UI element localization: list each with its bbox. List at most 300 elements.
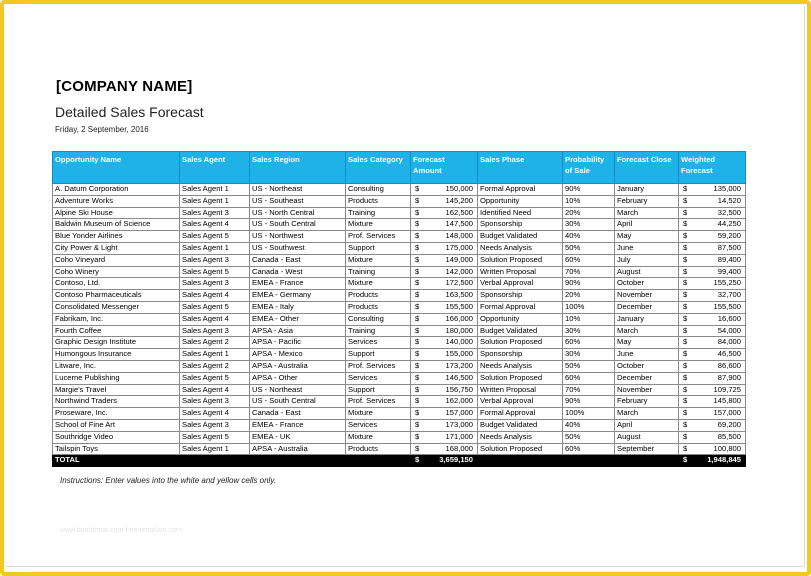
probability-cell[interactable]: 60% <box>563 443 615 455</box>
currency-symbol: $ <box>415 195 420 205</box>
opportunity-name-cell[interactable]: Coho Vineyard <box>53 254 180 266</box>
probability-cell[interactable]: 30% <box>563 349 615 361</box>
sales-region-cell[interactable]: EMEA - UK <box>250 431 346 443</box>
opportunity-name-cell[interactable]: Alpine Ski House <box>53 207 180 219</box>
opportunity-name-cell[interactable]: Proseware, Inc. <box>53 408 180 420</box>
forecast-amount-value: 145,200 <box>445 195 473 205</box>
weighted-forecast-value: 59,200 <box>717 231 741 241</box>
opportunity-name-cell[interactable]: School of Fine Art <box>53 419 180 431</box>
forecast-close-cell[interactable]: October <box>615 360 679 372</box>
table-row <box>53 408 746 420</box>
forecast-amount-cell[interactable] <box>411 290 478 302</box>
weighted-forecast-value: 69,200 <box>717 419 741 429</box>
sales-category-cell[interactable]: Prof. Services <box>346 360 411 372</box>
currency-symbol: $ <box>683 349 688 359</box>
opportunity-name-cell[interactable]: Coho Winery <box>53 266 180 278</box>
page-edge-bottom <box>6 566 804 567</box>
forecast-amount-cell[interactable] <box>411 431 478 443</box>
probability-cell[interactable]: 60% <box>563 372 615 384</box>
forecast-close-cell[interactable]: September <box>615 443 679 455</box>
forecast-amount-value: 172,500 <box>445 278 473 288</box>
forecast-amount-value: 147,500 <box>445 219 473 229</box>
forecast-amount-value: 173,200 <box>445 360 473 370</box>
weighted-forecast-value: 32,500 <box>717 207 741 217</box>
probability-cell[interactable]: 10% <box>563 195 615 207</box>
weighted-forecast-cell[interactable] <box>679 396 746 408</box>
table-row <box>53 372 746 384</box>
currency-symbol: $ <box>683 396 688 406</box>
opportunity-name-cell[interactable]: Litware, Inc. <box>53 360 180 372</box>
sales-phase-cell[interactable]: Needs Analysis <box>478 360 563 372</box>
sales-region-cell[interactable]: US - Northeast <box>250 384 346 396</box>
sales-agent-cell[interactable]: Sales Agent 2 <box>180 360 250 372</box>
sales-category-cell[interactable]: Support <box>346 242 411 254</box>
forecast-close-cell[interactable]: June <box>615 349 679 361</box>
sales-region-cell[interactable]: EMEA - Italy <box>250 301 346 313</box>
sales-category-cell[interactable]: Mixture <box>346 431 411 443</box>
forecast-close-cell[interactable]: July <box>615 254 679 266</box>
sales-region-cell[interactable]: Canada - East <box>250 408 346 420</box>
table-row <box>53 254 746 266</box>
forecast-close-cell[interactable]: May <box>615 337 679 349</box>
forecast-amount-value: 166,000 <box>445 313 473 323</box>
sales-category-cell[interactable]: Training <box>346 325 411 337</box>
forecast-close-cell[interactable]: October <box>615 278 679 290</box>
opportunity-name-cell[interactable]: Fabrikam, Inc. <box>53 313 180 325</box>
currency-symbol: $ <box>415 278 420 288</box>
probability-cell[interactable]: 40% <box>563 231 615 243</box>
weighted-forecast-cell[interactable] <box>679 290 746 302</box>
table-row <box>53 219 746 231</box>
sales-region-cell[interactable]: EMEA - Germany <box>250 290 346 302</box>
total-weighted-forecast: 1,948,845 <box>707 455 741 465</box>
probability-cell[interactable]: 10% <box>563 313 615 325</box>
sales-category-cell[interactable]: Training <box>346 207 411 219</box>
currency-symbol: $ <box>415 254 420 264</box>
weighted-forecast-cell[interactable] <box>679 207 746 219</box>
forecast-close-cell[interactable]: December <box>615 372 679 384</box>
weighted-forecast-cell[interactable] <box>679 254 746 266</box>
probability-cell[interactable]: 90% <box>563 396 615 408</box>
sales-agent-cell[interactable]: Sales Agent 4 <box>180 290 250 302</box>
forecast-amount-cell[interactable] <box>411 443 478 455</box>
opportunity-name-cell[interactable]: Margie's Travel <box>53 384 180 396</box>
forecast-amount-value: 155,000 <box>445 349 473 359</box>
weighted-forecast-value: 99,400 <box>717 266 741 276</box>
weighted-forecast-value: 109,725 <box>713 384 741 394</box>
forecast-amount-value: 142,000 <box>445 266 473 276</box>
currency-symbol: $ <box>415 349 420 359</box>
opportunity-name-cell[interactable]: City Power & Light <box>53 242 180 254</box>
sales-agent-cell[interactable]: Sales Agent 1 <box>180 349 250 361</box>
weighted-forecast-value: 14,520 <box>717 195 741 205</box>
forecast-close-cell[interactable]: May <box>615 231 679 243</box>
forecast-close-cell[interactable]: November <box>615 290 679 302</box>
probability-cell[interactable]: 30% <box>563 325 615 337</box>
sales-agent-cell[interactable]: Sales Agent 4 <box>180 384 250 396</box>
sales-phase-cell[interactable]: Written Proposal <box>478 266 563 278</box>
forecast-amount-cell[interactable] <box>411 219 478 231</box>
forecast-close-cell[interactable]: November <box>615 384 679 396</box>
sales-region-cell[interactable]: US - Northwest <box>250 231 346 243</box>
sales-phase-cell[interactable]: Verbal Approval <box>478 278 563 290</box>
sales-agent-cell[interactable]: Sales Agent 5 <box>180 431 250 443</box>
page-edge-right <box>804 6 805 566</box>
total-forecast-amount: 3,659,150 <box>439 455 473 465</box>
weighted-forecast-cell[interactable] <box>679 195 746 207</box>
forecast-amount-cell[interactable] <box>411 325 478 337</box>
sales-region-cell[interactable]: US - Southeast <box>250 195 346 207</box>
forecast-amount-cell[interactable] <box>411 278 478 290</box>
sales-region-cell[interactable]: US - South Central <box>250 396 346 408</box>
forecast-close-cell[interactable]: January <box>615 313 679 325</box>
weighted-forecast-cell[interactable] <box>679 431 746 443</box>
sales-agent-cell[interactable]: Sales Agent 3 <box>180 325 250 337</box>
opportunity-name-cell[interactable]: Contoso, Ltd. <box>53 278 180 290</box>
forecast-amount-cell[interactable] <box>411 254 478 266</box>
forecast-amount-cell[interactable] <box>411 349 478 361</box>
table-row <box>53 349 746 361</box>
weighted-forecast-value: 44,250 <box>717 219 741 229</box>
total-blank <box>478 455 563 467</box>
opportunity-name-cell[interactable]: Fourth Coffee <box>53 325 180 337</box>
opportunity-name-cell[interactable]: Tailspin Toys <box>53 443 180 455</box>
table-row <box>53 266 746 278</box>
forecast-amount-value: 155,500 <box>445 301 473 311</box>
probability-cell[interactable]: 50% <box>563 431 615 443</box>
table-row <box>53 207 746 219</box>
probability-cell[interactable]: 70% <box>563 266 615 278</box>
sales-region-cell[interactable]: APSA - Mexico <box>250 349 346 361</box>
sales-category-cell[interactable]: Training <box>346 266 411 278</box>
sales-agent-cell[interactable]: Sales Agent 3 <box>180 396 250 408</box>
table-row <box>53 278 746 290</box>
currency-symbol: $ <box>683 278 688 288</box>
probability-cell[interactable]: 30% <box>563 219 615 231</box>
sales-agent-cell[interactable]: Sales Agent 1 <box>180 242 250 254</box>
total-blank <box>615 455 679 467</box>
forecast-amount-cell[interactable] <box>411 207 478 219</box>
forecast-close-cell[interactable]: December <box>615 301 679 313</box>
sales-phase-cell[interactable]: Needs Analysis <box>478 242 563 254</box>
probability-cell[interactable]: 20% <box>563 290 615 302</box>
weighted-forecast-cell[interactable] <box>679 266 746 278</box>
forecast-close-cell[interactable]: February <box>615 396 679 408</box>
currency-symbol: $ <box>683 219 688 229</box>
sales-phase-cell[interactable]: Opportunity <box>478 195 563 207</box>
sales-phase-cell[interactable]: Budget Validated <box>478 231 563 243</box>
sales-category-cell[interactable]: Products <box>346 195 411 207</box>
col-header-sales-category: Sales Category <box>346 152 411 184</box>
sales-agent-cell[interactable]: Sales Agent 1 <box>180 184 250 196</box>
sales-category-cell[interactable]: Services <box>346 419 411 431</box>
table-row <box>53 443 746 455</box>
forecast-close-cell[interactable]: March <box>615 325 679 337</box>
sales-region-cell[interactable]: EMEA - Other <box>250 313 346 325</box>
opportunity-name-cell[interactable]: Baldwin Museum of Science <box>53 219 180 231</box>
sales-category-cell[interactable]: Consulting <box>346 313 411 325</box>
weighted-forecast-cell[interactable] <box>679 325 746 337</box>
forecast-amount-cell[interactable] <box>411 396 478 408</box>
sales-region-cell[interactable]: EMEA - France <box>250 278 346 290</box>
report-date: Friday, 2 September, 2016 <box>55 125 149 134</box>
forecast-amount-cell[interactable] <box>411 419 478 431</box>
total-label: TOTAL <box>53 455 180 467</box>
forecast-amount-cell[interactable] <box>411 301 478 313</box>
probability-cell[interactable]: 20% <box>563 207 615 219</box>
probability-cell[interactable]: 100% <box>563 301 615 313</box>
forecast-close-cell[interactable]: April <box>615 419 679 431</box>
weighted-forecast-value: 87,900 <box>717 372 741 382</box>
weighted-forecast-value: 32,700 <box>717 290 741 300</box>
forecast-close-cell[interactable]: March <box>615 207 679 219</box>
table-row <box>53 242 746 254</box>
weighted-forecast-cell[interactable] <box>679 278 746 290</box>
table-row <box>53 396 746 408</box>
currency-symbol: $ <box>415 408 420 418</box>
sales-phase-cell[interactable]: Identified Need <box>478 207 563 219</box>
opportunity-name-cell[interactable]: Lucerne Publishing <box>53 372 180 384</box>
probability-cell[interactable]: 90% <box>563 278 615 290</box>
probability-cell[interactable]: 70% <box>563 384 615 396</box>
forecast-amount-value: 175,000 <box>445 242 473 252</box>
total-blank <box>563 455 615 467</box>
probability-cell[interactable]: 100% <box>563 408 615 420</box>
currency-symbol: $ <box>415 372 420 382</box>
probability-cell[interactable]: 60% <box>563 254 615 266</box>
sales-region-cell[interactable]: APSA - Australia <box>250 443 346 455</box>
forecast-close-cell[interactable]: June <box>615 242 679 254</box>
weighted-forecast-cell[interactable] <box>679 337 746 349</box>
sales-region-cell[interactable]: APSA - Asia <box>250 325 346 337</box>
sales-agent-cell[interactable]: Sales Agent 1 <box>180 195 250 207</box>
weighted-forecast-cell[interactable] <box>679 372 746 384</box>
company-name[interactable]: [COMPANY NAME] <box>56 78 193 95</box>
forecast-amount-value: 157,000 <box>445 408 473 418</box>
report-title: Detailed Sales Forecast <box>55 104 204 120</box>
probability-cell[interactable]: 60% <box>563 337 615 349</box>
sales-agent-cell[interactable]: Sales Agent 2 <box>180 337 250 349</box>
weighted-forecast-cell[interactable] <box>679 301 746 313</box>
sales-phase-cell[interactable]: Formal Approval <box>478 408 563 420</box>
sales-phase-cell[interactable]: Formal Approval <box>478 184 563 196</box>
weighted-forecast-value: 89,400 <box>717 254 741 264</box>
opportunity-name-cell[interactable]: Northwind Traders <box>53 396 180 408</box>
probability-cell[interactable]: 90% <box>563 184 615 196</box>
sales-region-cell[interactable]: US - North Central <box>250 207 346 219</box>
sales-category-cell[interactable]: Mixture <box>346 408 411 420</box>
weighted-forecast-cell[interactable] <box>679 349 746 361</box>
table-row <box>53 419 746 431</box>
sales-phase-cell[interactable]: Formal Approval <box>478 301 563 313</box>
sales-region-cell[interactable]: Canada - West <box>250 266 346 278</box>
weighted-forecast-cell[interactable] <box>679 242 746 254</box>
total-forecast-cell <box>411 455 478 467</box>
opportunity-name-cell[interactable]: Adventure Works <box>53 195 180 207</box>
sales-agent-cell[interactable]: Sales Agent 4 <box>180 219 250 231</box>
forecast-amount-value: 156,750 <box>445 384 473 394</box>
forecast-amount-value: 168,000 <box>445 443 473 453</box>
currency-symbol: $ <box>415 231 420 241</box>
sales-agent-cell[interactable]: Sales Agent 4 <box>180 313 250 325</box>
sales-agent-cell[interactable]: Sales Agent 1 <box>180 443 250 455</box>
forecast-amount-cell[interactable] <box>411 184 478 196</box>
sales-category-cell[interactable]: Support <box>346 349 411 361</box>
weighted-forecast-value: 46,500 <box>717 349 741 359</box>
sales-category-cell[interactable]: Prof. Services <box>346 396 411 408</box>
weighted-forecast-cell[interactable] <box>679 184 746 196</box>
sales-phase-cell[interactable]: Budget Validated <box>478 419 563 431</box>
forecast-close-cell[interactable]: February <box>615 195 679 207</box>
sales-category-cell[interactable]: Products <box>346 290 411 302</box>
sales-phase-cell[interactable]: Solution Proposed <box>478 443 563 455</box>
weighted-forecast-cell[interactable] <box>679 219 746 231</box>
currency-symbol: $ <box>415 337 420 347</box>
forecast-amount-value: 173,000 <box>445 419 473 429</box>
sales-category-cell[interactable]: Mixture <box>346 219 411 231</box>
currency-symbol: $ <box>415 431 420 441</box>
probability-cell[interactable]: 50% <box>563 242 615 254</box>
sales-region-cell[interactable]: US - South Central <box>250 219 346 231</box>
sales-category-cell[interactable]: Services <box>346 337 411 349</box>
currency-symbol: $ <box>415 290 420 300</box>
sales-phase-cell[interactable]: Solution Proposed <box>478 254 563 266</box>
opportunity-name-cell[interactable]: Humongous Insurance <box>53 349 180 361</box>
sales-phase-cell[interactable]: Sponsorship <box>478 290 563 302</box>
forecast-amount-cell[interactable] <box>411 242 478 254</box>
sales-phase-cell[interactable]: Verbal Approval <box>478 396 563 408</box>
currency-symbol: $ <box>683 360 688 370</box>
forecast-close-cell[interactable]: April <box>615 219 679 231</box>
forecast-amount-cell[interactable] <box>411 313 478 325</box>
weighted-forecast-cell[interactable] <box>679 408 746 420</box>
sales-category-cell[interactable]: Mixture <box>346 254 411 266</box>
table-row <box>53 290 746 302</box>
sales-agent-cell[interactable]: Sales Agent 5 <box>180 231 250 243</box>
weighted-forecast-value: 135,000 <box>713 184 741 193</box>
forecast-close-cell[interactable]: August <box>615 266 679 278</box>
sales-category-cell[interactable]: Products <box>346 301 411 313</box>
currency-symbol: $ <box>415 219 420 229</box>
sales-phase-cell[interactable]: Written Proposal <box>478 384 563 396</box>
opportunity-name-cell[interactable]: Blue Yonder Airlines <box>53 231 180 243</box>
weighted-forecast-cell[interactable] <box>679 384 746 396</box>
currency-symbol: $ <box>683 290 688 300</box>
weighted-forecast-cell[interactable] <box>679 313 746 325</box>
forecast-close-cell[interactable]: January <box>615 184 679 196</box>
sales-region-cell[interactable]: APSA - Australia <box>250 360 346 372</box>
forecast-amount-cell[interactable] <box>411 372 478 384</box>
sales-agent-cell[interactable]: Sales Agent 3 <box>180 278 250 290</box>
currency-symbol: $ <box>683 207 688 217</box>
sales-category-cell[interactable]: Mixture <box>346 278 411 290</box>
col-header-sales-agent: Sales Agent <box>180 152 250 184</box>
forecast-amount-value: 146,500 <box>445 372 473 382</box>
opportunity-name-cell[interactable]: A. Datum Corporation <box>53 184 180 196</box>
forecast-close-cell[interactable]: August <box>615 431 679 443</box>
weighted-forecast-cell[interactable] <box>679 360 746 372</box>
forecast-amount-cell[interactable] <box>411 360 478 372</box>
sales-phase-cell[interactable]: Solution Proposed <box>478 337 563 349</box>
opportunity-name-cell[interactable]: Southridge Video <box>53 431 180 443</box>
weighted-forecast-value: 155,250 <box>713 278 741 288</box>
sales-region-cell[interactable]: US - Southwest <box>250 242 346 254</box>
forecast-amount-cell[interactable] <box>411 408 478 420</box>
forecast-amount-value: 162,500 <box>445 207 473 217</box>
currency-symbol: $ <box>683 455 688 465</box>
weighted-forecast-cell[interactable] <box>679 443 746 455</box>
sales-agent-cell[interactable]: Sales Agent 3 <box>180 419 250 431</box>
sales-category-cell[interactable]: Prof. Services <box>346 231 411 243</box>
sales-category-cell[interactable]: Consulting <box>346 184 411 196</box>
probability-cell[interactable]: 40% <box>563 419 615 431</box>
weighted-forecast-value: 155,500 <box>713 301 741 311</box>
opportunity-name-cell[interactable]: Contoso Pharmaceuticals <box>53 290 180 302</box>
sales-category-cell[interactable]: Products <box>346 443 411 455</box>
forecast-amount-value: 149,000 <box>445 254 473 264</box>
sales-region-cell[interactable]: EMEA - France <box>250 419 346 431</box>
sales-agent-cell[interactable]: Sales Agent 5 <box>180 301 250 313</box>
sales-phase-cell[interactable]: Budget Validated <box>478 325 563 337</box>
sales-region-cell[interactable]: US - Northeast <box>250 184 346 196</box>
header-row <box>53 152 746 184</box>
forecast-amount-value: 162,000 <box>445 396 473 406</box>
forecast-amount-cell[interactable] <box>411 195 478 207</box>
sales-agent-cell[interactable]: Sales Agent 3 <box>180 254 250 266</box>
sales-agent-cell[interactable]: Sales Agent 4 <box>180 408 250 420</box>
forecast-amount-value: 163,500 <box>445 290 473 300</box>
currency-symbol: $ <box>415 313 420 323</box>
col-header-probability: Probability of Sale <box>563 152 615 184</box>
sales-region-cell[interactable]: APSA - Other <box>250 372 346 384</box>
opportunity-name-cell[interactable]: Graphic Design Institute <box>53 337 180 349</box>
weighted-forecast-cell[interactable] <box>679 231 746 243</box>
sales-agent-cell[interactable]: Sales Agent 5 <box>180 372 250 384</box>
sales-phase-cell[interactable]: Solution Proposed <box>478 372 563 384</box>
sales-phase-cell[interactable]: Sponsorship <box>478 219 563 231</box>
weighted-forecast-value: 54,000 <box>717 325 741 335</box>
probability-cell[interactable]: 50% <box>563 360 615 372</box>
currency-symbol: $ <box>683 313 688 323</box>
currency-symbol: $ <box>415 184 420 193</box>
forecast-amount-cell[interactable] <box>411 384 478 396</box>
forecast-amount-cell[interactable] <box>411 231 478 243</box>
sales-region-cell[interactable]: Canada - East <box>250 254 346 266</box>
currency-symbol: $ <box>683 443 688 453</box>
weighted-forecast-cell[interactable] <box>679 419 746 431</box>
sales-region-cell[interactable]: APSA - Pacific <box>250 337 346 349</box>
sales-agent-cell[interactable]: Sales Agent 3 <box>180 207 250 219</box>
sales-phase-cell[interactable]: Sponsorship <box>478 349 563 361</box>
sales-agent-cell[interactable]: Sales Agent 5 <box>180 266 250 278</box>
forecast-close-cell[interactable]: March <box>615 408 679 420</box>
sales-phase-cell[interactable]: Opportunity <box>478 313 563 325</box>
col-header-sales-region: Sales Region <box>250 152 346 184</box>
forecast-amount-value: 150,000 <box>445 184 473 193</box>
currency-symbol: $ <box>415 419 420 429</box>
sales-category-cell[interactable]: Services <box>346 372 411 384</box>
opportunity-name-cell[interactable]: Consolidated Messenger <box>53 301 180 313</box>
sales-category-cell[interactable]: Support <box>346 384 411 396</box>
table-body <box>53 184 746 455</box>
sales-phase-cell[interactable]: Needs Analysis <box>478 431 563 443</box>
forecast-amount-cell[interactable] <box>411 337 478 349</box>
forecast-amount-cell[interactable] <box>411 266 478 278</box>
watermark-text: www.bpaformat.com free-template.com <box>60 527 182 534</box>
currency-symbol: $ <box>415 384 420 394</box>
currency-symbol: $ <box>683 431 688 441</box>
table-row <box>53 313 746 325</box>
